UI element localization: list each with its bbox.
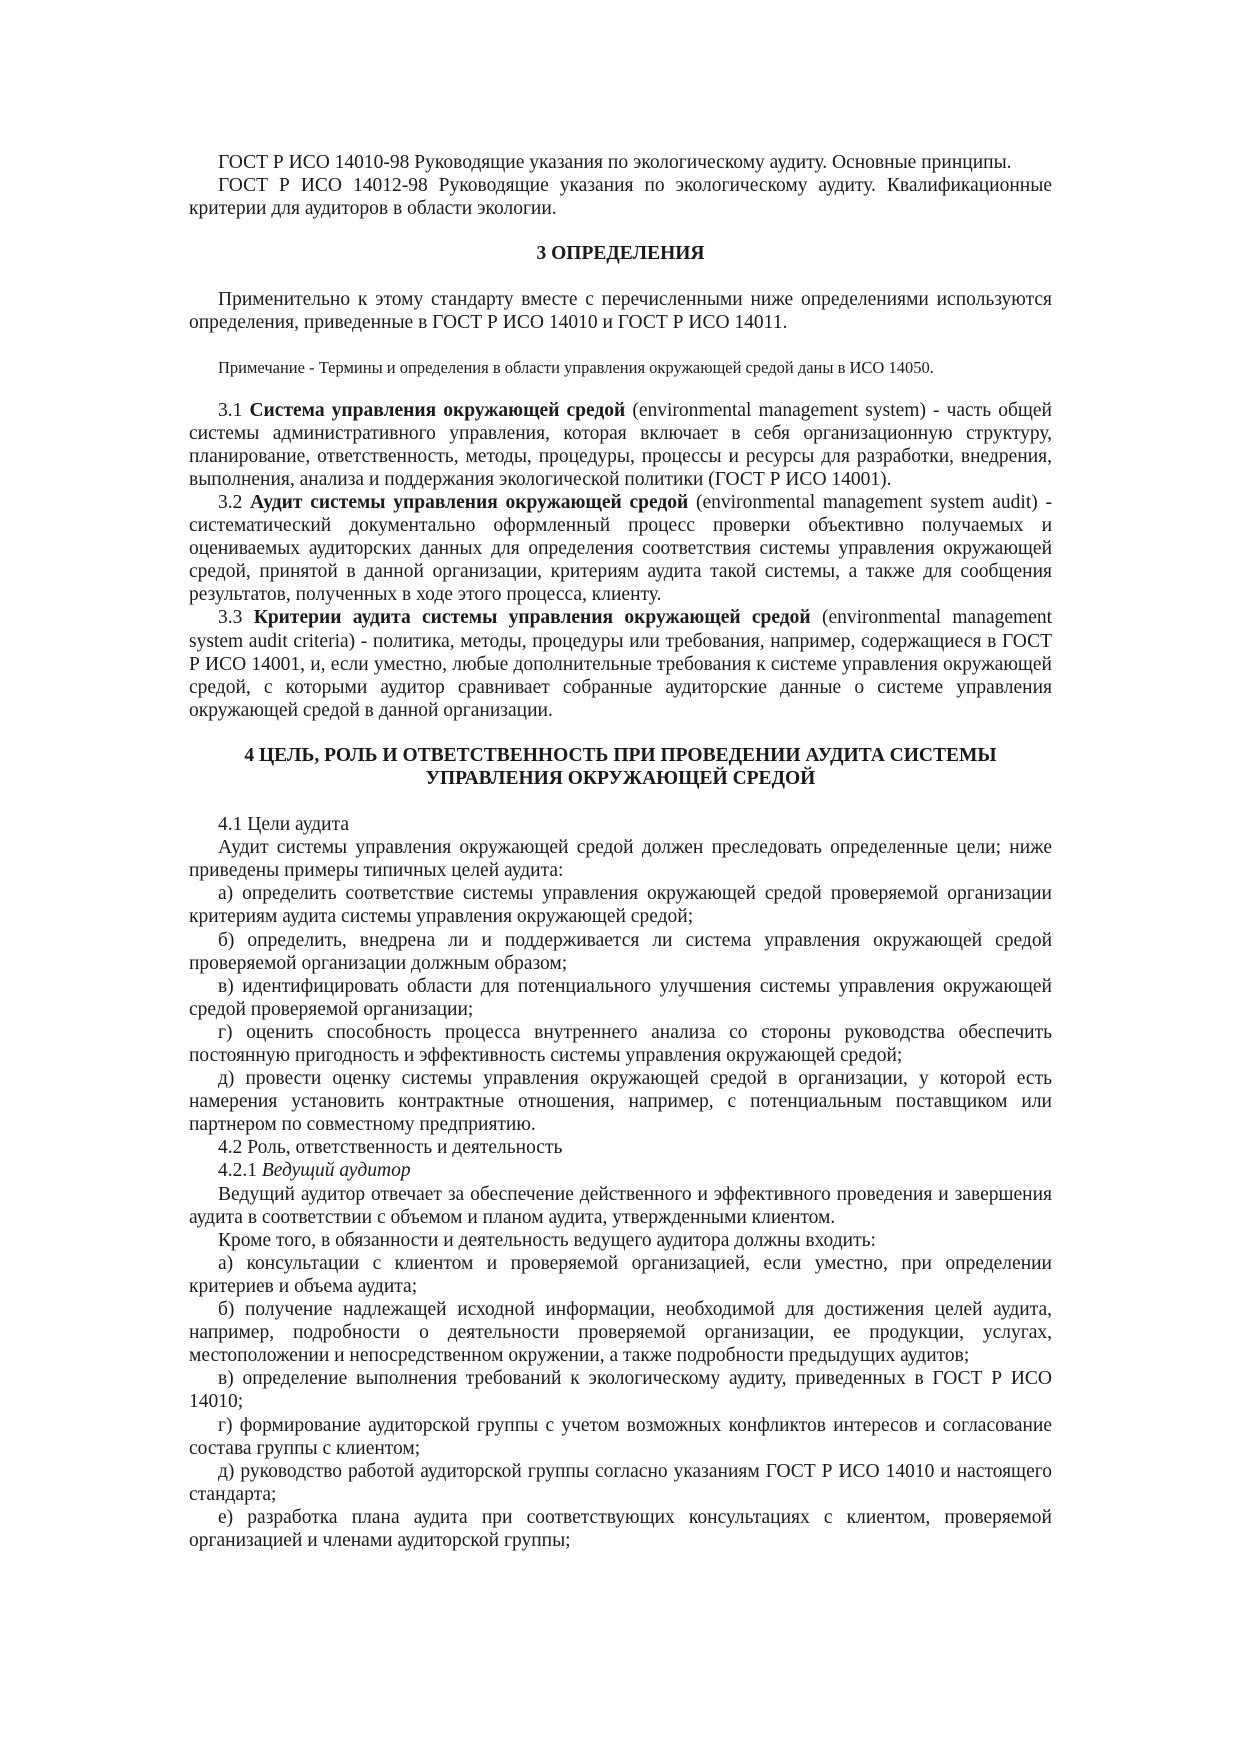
subsection-4-2-title: 4.2 Роль, ответственность и деятельность [218,1137,563,1159]
definition-term: Аудит системы управления окружающей средой [250,491,689,513]
definition-text: (environmental management system audit criteria) - политика, методы, процедуры или требования, например, содержащиеся в ГОСТ Р ИСО 14001, и, если уместно, любые дополнительные требования к системе управления окружающей средой, с которыми аудитор сравнивает собранные аудиторские данные о системе управления окружающей средой в данной организации. [189,607,1053,721]
definition-number: 3.3 [218,607,243,629]
duty-item: д) руководство работой аудиторской группы согласно указаниям ГОСТ Р ИСО 14010 и настоящего стандарта; [189,1460,1052,1505]
definition-text: (environmental management system audit) - систематический документально оформленный процесс проверки объективно получаемых и оцениваемых аудиторских данных для определения соответствия системы управления окружающей средой, принятой в данной организации, критериям аудита такой системы, а также для сообщения результатов, полученных в ходе этого процесса, клиенту. [189,491,1053,606]
subsection-title-italic: Ведущий аудитор [261,1160,411,1182]
subsection-4-2-1-title [189,1159,1052,1182]
definition-number: 3.1 [218,399,243,421]
section-3-note: Примечание - Термины и определения в области управления окружающей средой даны в ИСО 14050. [218,357,934,377]
subsection-number: 4.2.1 [218,1160,257,1182]
definition-term: Критерии аудита системы управления окружающей средой [253,607,811,629]
definition-number: 3.2 [218,491,243,513]
section-4-heading-line2: УПРАВЛЕНИЯ ОКРУЖАЮЩЕЙ СРЕДОЙ [425,767,816,789]
subsection-4-1-title: 4.1 Цели аудита [218,814,349,836]
definition-3-1 [189,399,1052,491]
reference-item: ГОСТ Р ИСО 14010-98 Руководящие указания по экологическому аудиту. Основные принципы. [218,152,1012,173]
goal-item: б) определить, внедрена ли и поддерживается ли система управления окружающей средой проверяемой организации должным образом; [189,929,1052,974]
goal-item: а) определить соответствие системы управления окружающей средой проверяемой организации критериям аудита системы управления окружающей средой; [189,883,1052,928]
definition-term: Система управления окружающей средой [249,399,626,421]
document-body [189,151,1052,1552]
duty-item: е) разработка плана аудита при соответствующих консультациях с клиентом, проверяемой организацией и членами аудиторской группы; [189,1506,1052,1551]
definition-3-2 [189,491,1052,606]
lead-auditor-paragraph: Кроме того, в обязанности и деятельность ведущего аудитора должны входить: [218,1229,876,1251]
duty-item: г) формирование аудиторской группы с учетом возможных конфликтов интересов и согласование состава группы с клиентом; [189,1414,1052,1459]
reference-item: ГОСТ Р ИСО 14012-98 Руководящие указания по экологическому аудиту. Квалификационные критерии для аудиторов в области экологии. [189,175,1052,220]
section-4-heading [189,744,1052,790]
definition-3-3 [189,606,1052,721]
section-3-intro: Применительно к этому стандарту вместе с перечисленными ниже определениями используются определения, приведенные в ГОСТ Р ИСО 14010 и ГОСТ Р ИСО 14011. [189,289,1052,334]
duty-item: б) получение надлежащей исходной информации, необходимой для достижения целей аудита, например, подробности о деятельности проверяемой организации, ее продукции, услугах, местоположении и непосредственном окружении, а также подробности предыдущих аудитов; [189,1299,1052,1367]
goal-item: в) идентифицировать области для потенциального улучшения системы управления окружающей средой проверяемой организации; [189,975,1052,1020]
goal-item: д) провести оценку системы управления окружающей средой в организации, у которой есть намерения установить контрактные отношения, например, с потенциальным поставщиком или партнером по совместному предприятию. [189,1068,1052,1136]
section-4-heading-line1: 4 ЦЕЛЬ, РОЛЬ И ОТВЕТСТВЕННОСТЬ ПРИ ПРОВЕДЕНИИ АУДИТА СИСТЕМЫ [244,744,997,766]
lead-auditor-paragraph: Ведущий аудитор отвечает за обеспечение действенного и эффективного проведения и завершения аудита в соответствии с объемом и планом аудита, утвержденными клиентом. [189,1183,1052,1228]
subsection-4-1-intro: Аудит системы управления окружающей средой должен преследовать определенные цели; ниже приведены примеры типичных целей аудита: [189,837,1052,882]
duty-item: в) определение выполнения требований к экологическому аудиту, приведенных в ГОСТ Р ИСО 14010; [189,1368,1052,1413]
goal-item: г) оценить способность процесса внутреннего анализа со стороны руководства обеспечить постоянную пригодность и эффективность системы управления окружающей средой; [189,1021,1052,1066]
duty-item: а) консультации с клиентом и проверяемой организацией, если уместно, при определении критериев и объема аудита; [189,1252,1052,1297]
definition-text: (environmental management system) - часть общей системы административного управления, которая включает в себя организационную структуру, планирование, ответственность, методы, процедуры, процессы и ресурсы для разработки, внедрения, выполнения, анализа и поддержания экологической политики (ГОСТ Р ИСО 14001). [189,399,1052,490]
section-3-heading: 3 ОПРЕДЕЛЕНИЯ [536,243,705,265]
